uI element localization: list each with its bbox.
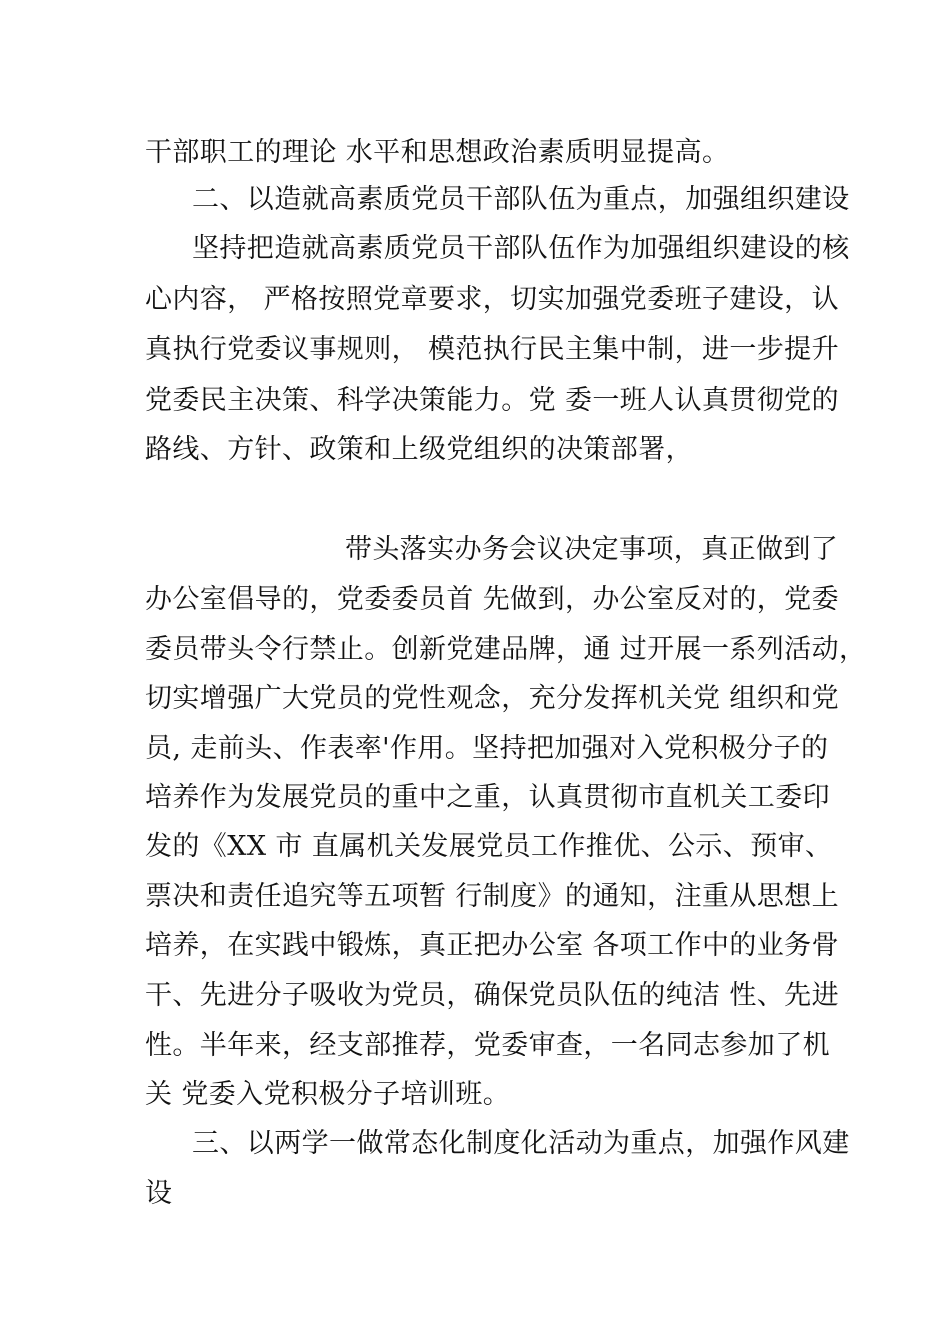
paragraph-line: 真执行党委议事规则， 模范执行民主集中制，进一步提升 bbox=[145, 334, 839, 365]
paragraph-line: 切实增强广大党员的党性观念，充分发挥机关党 组织和党 bbox=[145, 683, 839, 714]
paragraph-line: 路线、方针、政策和上级党组织的决策部署， bbox=[145, 434, 693, 465]
paragraph-line: 带头落实办务会议决定事项，真正做到了 bbox=[345, 534, 839, 565]
paragraph-line: 培养，在实践中锻炼，真正把办公室 各项工作中的业务骨 bbox=[145, 930, 839, 961]
section-heading: 三、以两学一做常态化制度化活动为重点，加强作风建 bbox=[192, 1128, 850, 1159]
paragraph-line: 委员带头令行禁止。创新党建品牌，通 过开展一系列活动， bbox=[145, 634, 867, 665]
paragraph-line: 干、先进分子吸收为党员，确保党员队伍的纯洁 性、先进 bbox=[145, 980, 839, 1011]
paragraph-line: 票决和责任追究等五项暂 行制度》的通知，注重从思想上 bbox=[145, 881, 839, 912]
paragraph-line: 员, 走前头、作表率'作用。坚持把加强对入党积极分子的 bbox=[145, 733, 829, 764]
paragraph-line: 发的《XX 市 直属机关发展党员工作推优、公示、预审、 bbox=[145, 831, 833, 862]
paragraph-line: 坚持把造就高素质党员干部队伍作为加强组织建设的核 bbox=[192, 233, 850, 264]
paragraph-line: 办公室倡导的，党委委员首 先做到，办公室反对的，党委 bbox=[145, 584, 839, 615]
paragraph-line: 性。半年来，经支部推荐，党委审查，一名同志参加了机 bbox=[145, 1030, 830, 1061]
paragraph-line: 干部职工的理论 水平和思想政治素质明显提高。 bbox=[145, 137, 730, 168]
paragraph-line: 关 党委入党积极分子培训班。 bbox=[145, 1079, 511, 1110]
section-heading: 设 bbox=[145, 1178, 173, 1209]
paragraph-line: 党委民主决策、科学决策能力。党 委一班人认真贯彻党的 bbox=[145, 385, 839, 416]
paragraph-line: 心内容， 严格按照党章要求，切实加强党委班子建设，认 bbox=[145, 284, 839, 315]
section-heading: 二、以造就高素质党员干部队伍为重点，加强组织建设 bbox=[192, 184, 850, 215]
paragraph-line: 培养作为发展党员的重中之重，认真贯彻市直机关工委印 bbox=[145, 782, 830, 813]
